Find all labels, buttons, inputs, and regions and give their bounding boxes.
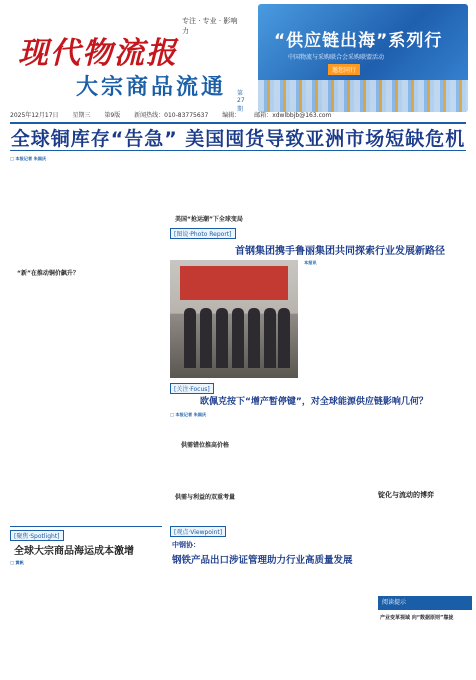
- banner-subtitle: 中国物流与采购联合会采购联盟活动: [288, 54, 385, 61]
- tag-focus: [关注·Focus]: [170, 383, 214, 394]
- main-headline: 全球铜库存“告急” 美国囤货导致亚洲市场短缺危机: [10, 128, 466, 150]
- article-author: □ 本报记者 朱国庆: [170, 412, 207, 417]
- event-photo: [170, 260, 298, 378]
- event-backdrop: [180, 266, 288, 300]
- focus-col-1: [170, 412, 238, 522]
- person-figure: [200, 308, 212, 368]
- divider: [10, 526, 162, 527]
- photo-report-body-2: [388, 260, 466, 378]
- article-copper-col-6: [400, 156, 466, 222]
- reading-tip-label: 阅读提示: [378, 596, 472, 610]
- spotlight-col-2: [88, 560, 164, 672]
- person-figure: [232, 308, 244, 368]
- focus-col-3: [312, 412, 378, 522]
- slogan: 专注 · 专业 · 影响力: [182, 17, 238, 35]
- sidebar-body: [378, 506, 466, 592]
- photo-report-title: 首钢集团携手鲁丽集团共同探索行业发展新路径: [235, 246, 445, 257]
- tag-photo-report: [图说·Photo Report]: [170, 228, 236, 239]
- container-ship-image: [258, 80, 468, 112]
- weekday: 星期三: [72, 112, 91, 119]
- focus-title: 欧佩克按下“增产暂停键”，对全球能源供应链影响几何？: [200, 397, 428, 407]
- banner-title: “供应链出海”系列行: [274, 31, 443, 51]
- copper-subhead-2: 美国“抢运潮”下全球变局: [175, 216, 243, 223]
- issue-number: 第27期: [237, 90, 245, 113]
- news-hotline: 新闻热线：010-83775637: [134, 112, 209, 119]
- promo-banner[interactable]: [258, 4, 468, 112]
- brand-block: [12, 8, 245, 113]
- tag-spotlight: [聚焦·Spotlight]: [10, 530, 64, 541]
- section-title: 大宗商品流通: [76, 75, 227, 100]
- page-number: 第9版: [104, 112, 121, 119]
- spotlight-col-1: [10, 560, 84, 672]
- focus-col-2: [242, 412, 308, 522]
- editor: 编辑：: [222, 112, 241, 119]
- person-figure: [278, 308, 290, 368]
- reading-tip-title: 产业变革视域 向“数据原则”靠拢: [380, 615, 454, 621]
- article-author: 本报讯: [304, 260, 317, 265]
- viewpoint-label: 中钢协：: [172, 541, 200, 549]
- viewpoint-col-1: [170, 570, 238, 672]
- article-author: □ 黄帆: [10, 560, 24, 565]
- divider: [10, 150, 466, 151]
- viewpoint-col-3: [312, 570, 374, 672]
- article-copper-col-1: [10, 156, 84, 461]
- person-figure: [184, 308, 196, 368]
- article-copper-col-4: [252, 156, 324, 222]
- article-copper-col-3: [170, 156, 246, 222]
- focus-subhead-1: 供需错位推高价格: [180, 442, 229, 449]
- article-author: □ 本报记者 朱国庆: [10, 156, 47, 161]
- person-figure: [216, 308, 228, 368]
- article-copper-col-2: [88, 156, 164, 461]
- reading-tip-body: [378, 626, 466, 672]
- article-copper-col-5: [328, 156, 396, 222]
- sidebar-headline: 锭化与流动的博弈: [378, 491, 434, 499]
- viewpoint-title: 钢铁产品出口涉证管理助力行业高质量发展: [172, 555, 353, 566]
- issue-date: 2025年12月17日: [10, 112, 59, 119]
- copper-subhead-1: “新”在推动铜价飙升？: [17, 270, 79, 277]
- person-figure: [248, 308, 260, 368]
- banner-tag: 邀您同行: [328, 64, 360, 75]
- masthead: [0, 0, 476, 118]
- focus-subhead-2: 供需与利益的双重考量: [174, 494, 235, 501]
- person-figure: [264, 308, 276, 368]
- tag-viewpoint: [观点·Viewpoint]: [170, 526, 226, 537]
- email: 邮箱：xdwlbbjb@163.com: [254, 112, 332, 119]
- newspaper-logo: 现代物流报: [18, 36, 178, 71]
- dateline: [10, 110, 466, 124]
- photo-report-body-1: [304, 260, 382, 378]
- spotlight-title: 全球大宗商品海运成本激增: [14, 546, 134, 557]
- viewpoint-col-2: [242, 570, 308, 672]
- focus-col-4: [382, 412, 466, 482]
